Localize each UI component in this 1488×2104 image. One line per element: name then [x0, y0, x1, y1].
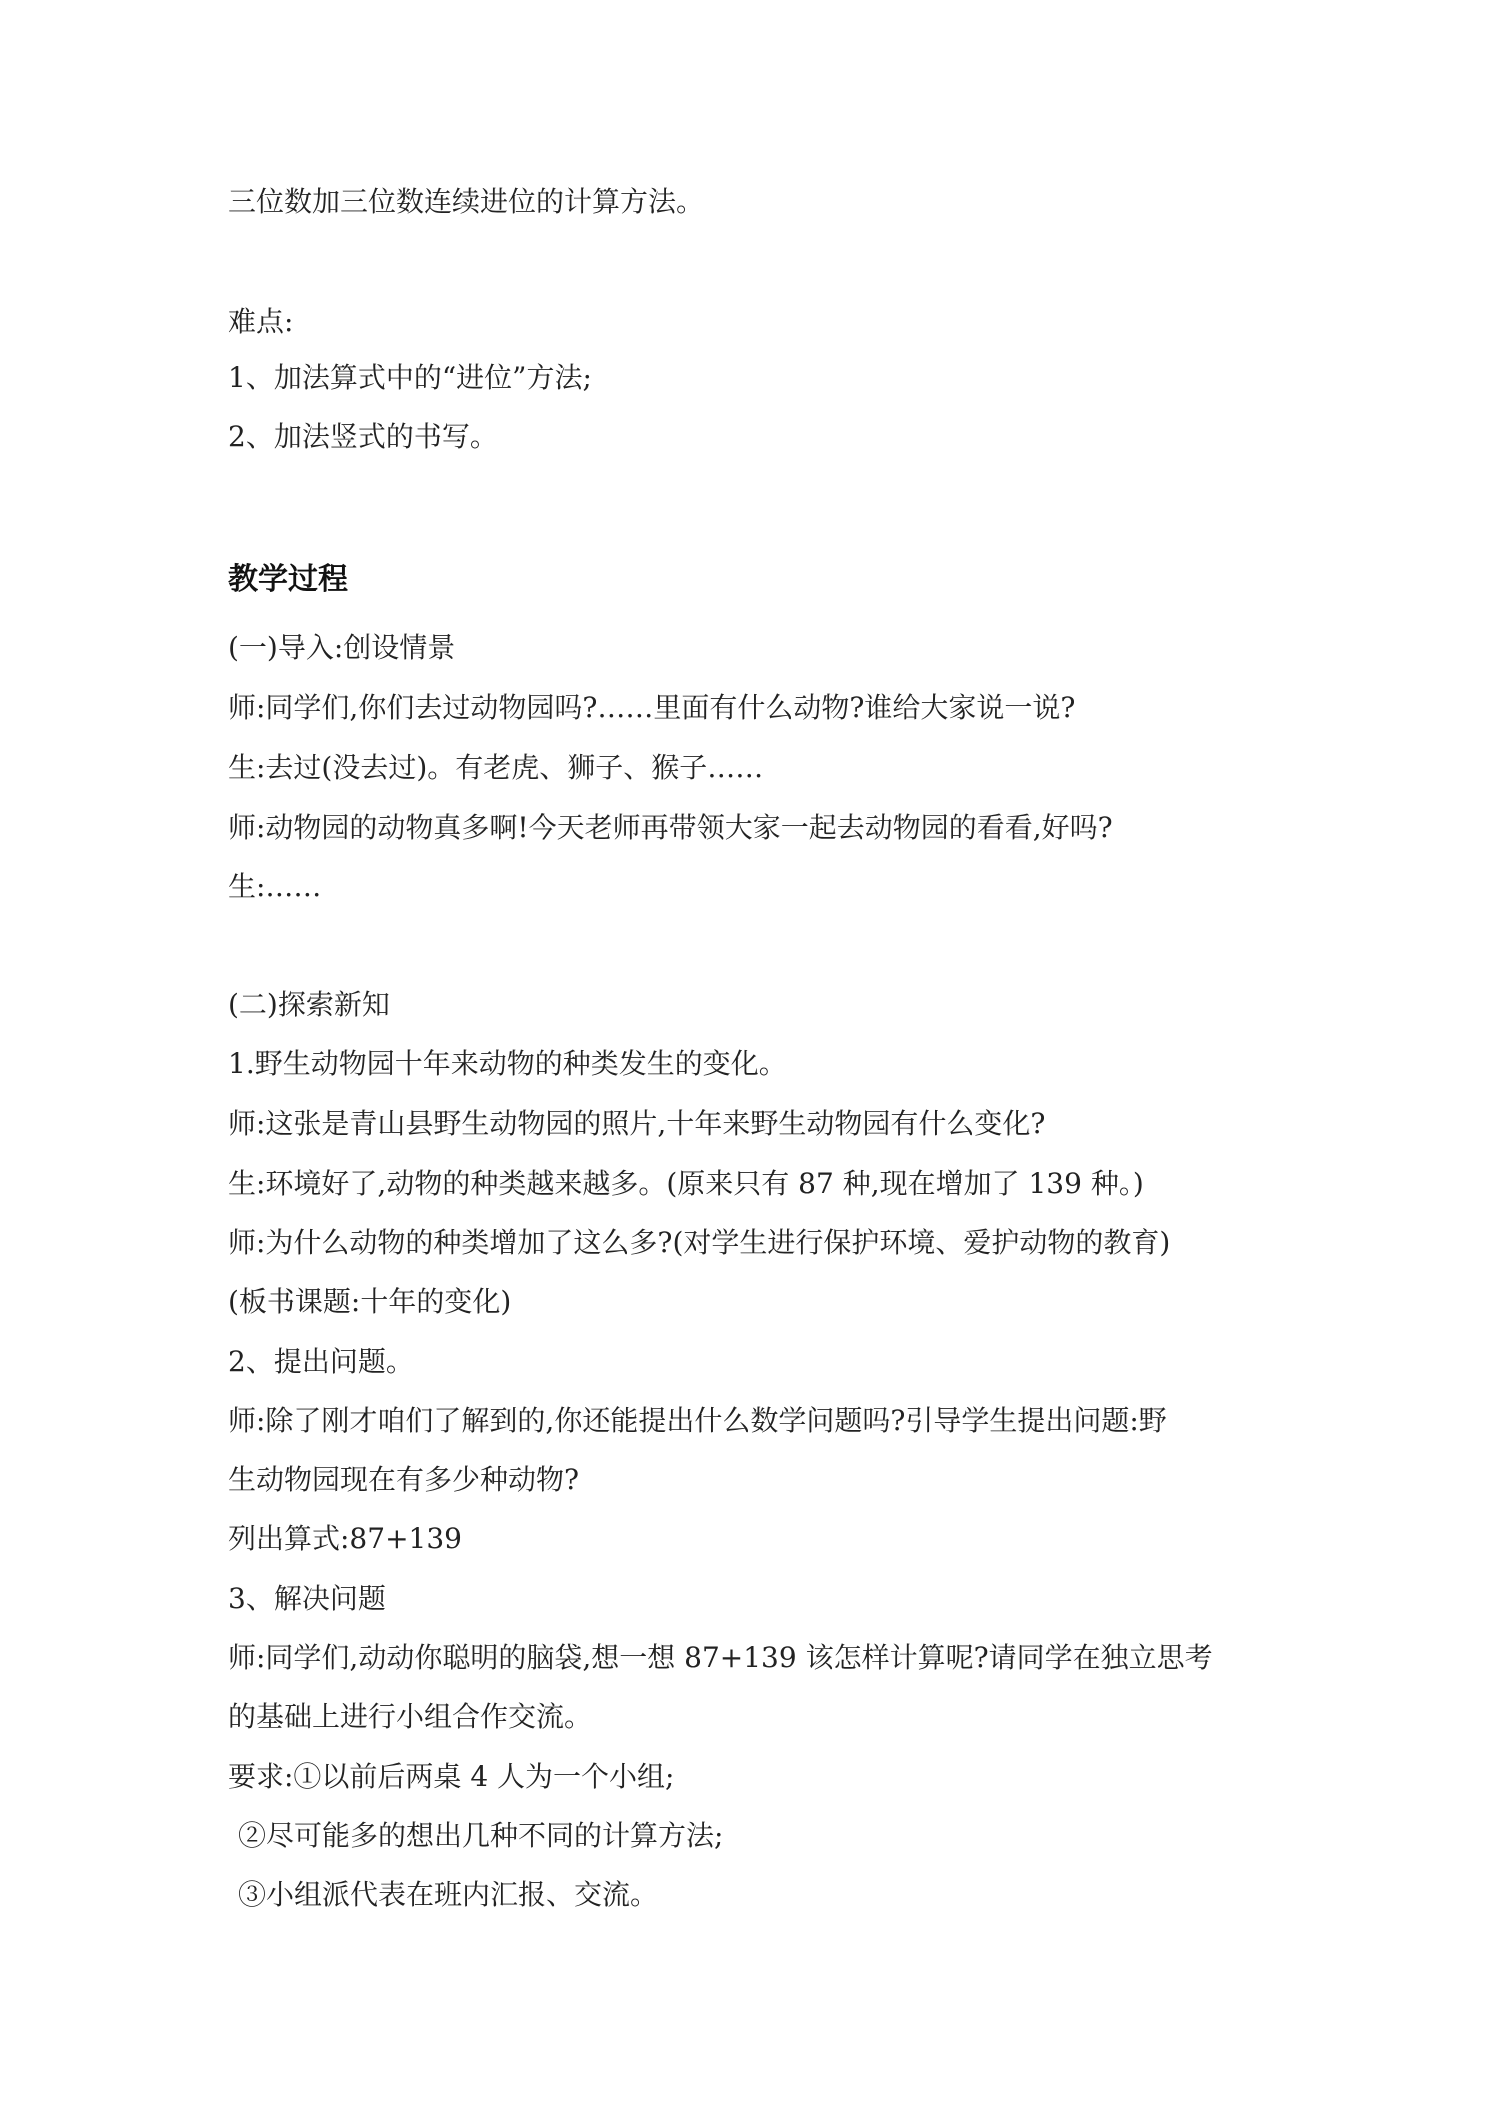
paragraph-line: ③小组派代表在班内汇报、交流。 — [238, 1878, 659, 1911]
section-heading: 教学过程 — [228, 562, 348, 597]
paragraph-line: 生:去过(没去过)。有老虎、狮子、猴子…… — [228, 751, 764, 784]
paragraph-line: 列出算式:87+139 — [228, 1522, 462, 1555]
paragraph-line: 1.野生动物园十年来动物的种类发生的变化。 — [228, 1047, 787, 1080]
paragraph-line: 师:同学们,你们去过动物园吗?……里面有什么动物?谁给大家说一说? — [228, 691, 1076, 724]
paragraph-line: 师:动物园的动物真多啊!今天老师再带领大家一起去动物园的看看,好吗? — [228, 811, 1113, 844]
paragraph-line: 师:除了刚才咱们了解到的,你还能提出什么数学问题吗?引导学生提出问题:野 — [228, 1404, 1167, 1437]
paragraph-line: 生动物园现在有多少种动物? — [228, 1463, 580, 1496]
paragraph-line: 2、提出问题。 — [228, 1345, 414, 1378]
key-point-text: 三位数加三位数连续进位的计算方法。 — [228, 185, 705, 218]
paragraph-line: 要求:①以前后两桌 4 人为一个小组; — [228, 1760, 675, 1793]
paragraph-line: (板书课题:十年的变化) — [228, 1285, 512, 1318]
difficulty-label: 难点: — [228, 305, 294, 338]
paragraph-line: 师:同学们,动动你聪明的脑袋,想一想 87+139 该怎样计算呢?请同学在独立思考 — [228, 1641, 1213, 1674]
part-title: (二)探索新知 — [228, 988, 390, 1021]
paragraph-line: 的基础上进行小组合作交流。 — [228, 1700, 593, 1733]
paragraph-line: ②尽可能多的想出几种不同的计算方法; — [238, 1819, 724, 1852]
difficulty-item: 1、加法算式中的“进位”方法; — [228, 361, 592, 394]
paragraph-line: 生:…… — [228, 870, 322, 903]
paragraph-line: 师:为什么动物的种类增加了这么多?(对学生进行保护环境、爱护动物的教育) — [228, 1226, 1171, 1259]
difficulty-item: 2、加法竖式的书写。 — [228, 420, 498, 453]
paragraph-line: 生:环境好了,动物的种类越来越多。(原来只有 87 种,现在增加了 139 种。) — [228, 1167, 1144, 1200]
paragraph-line: 3、解决问题 — [228, 1582, 386, 1615]
part-title: (一)导入:创设情景 — [228, 631, 456, 664]
paragraph-line: 师:这张是青山县野生动物园的照片,十年来野生动物园有什么变化? — [228, 1107, 1046, 1140]
